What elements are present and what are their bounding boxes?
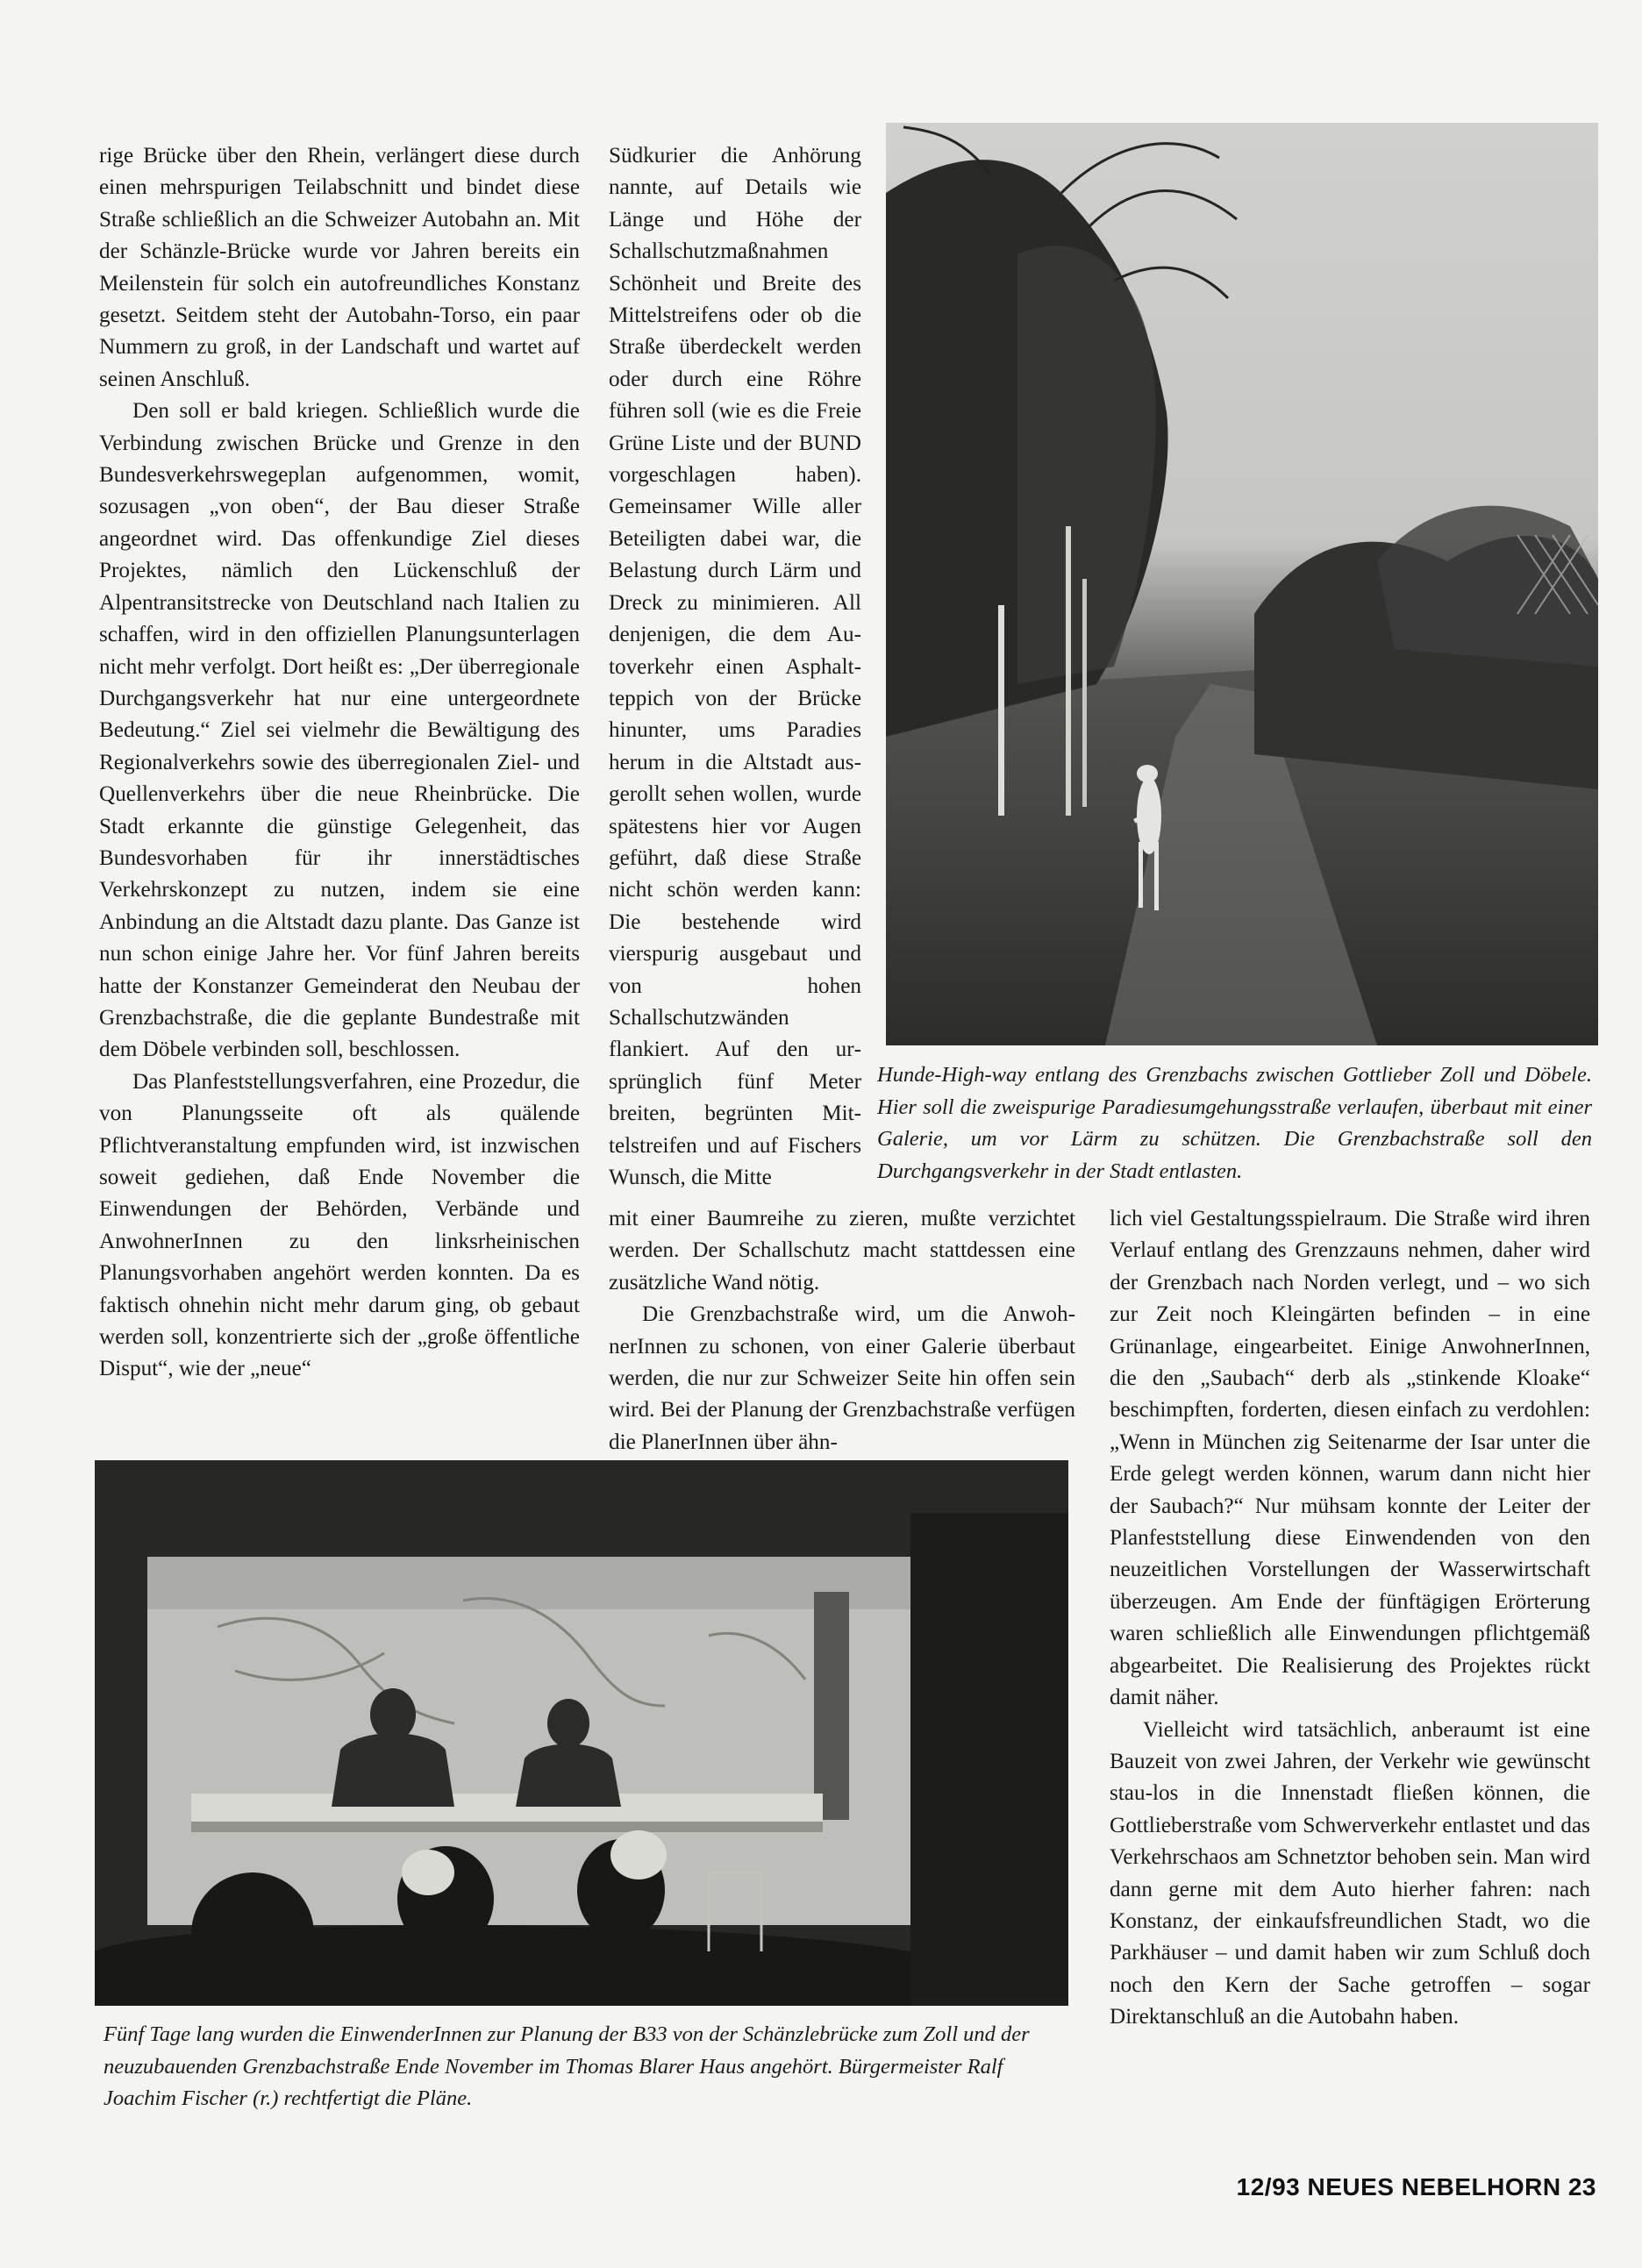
paragraph: Das Planfeststellungsverfahren, eine Prozedur, die von Planungsseite oft als quälende Pflichtveranstaltung empfunden wird, ist inzwischen soweit gediehen, daß Ende November die Einwendungen der Behörden, Verbände und AnwohnerInnen zu den linksrheinischen Planungsvorhaben angehört werden konnten. Da es faktisch ohnehin nicht mehr darum ging, ob gebaut werden soll, konzentrierte sich der „große öffentliche Disput“, wie der „neue“	[99, 1069, 580, 1381]
photo-public-hearing	[95, 1460, 1068, 2006]
paragraph: mit einer Baumreihe zu zieren, mußte verzichtet werden. Der Schallschutz macht stattdessen eine zusätzliche Wand nötig.	[609, 1207, 1075, 1294]
paragraph: Vielleicht wird tatsächlich, anberaumt ist eine Bauzeit von zwei Jahren, der Verkehr wie gewünscht stau-los in die Innenstadt fließen können, die Gottlieberstraße vom Schwerverkehr entlastet und das Verkehrschaos am Schnetztor behoben sein. Man wird dann gerne mit dem Auto hierher fahren: nach Konstanz, der einkaufsfreundlichen Stadt, wo die Parkhäuser – und damit haben wir zum Schluß doch noch den Kern der Sache getroffen – sogar Direktanschluß an die Autobahn haben.	[1110, 1717, 1590, 2029]
article-column-3	[1110, 1203, 1590, 2034]
paragraph: rige Brücke über den Rhein, verlängert diese durch einen mehrspurigen Teilabschnitt und bindet diese Straße schließlich an die Schweizer Autobahn an. Mit der Schänzle-Brücke wurde vor Jahren bereits ein Meilenstein für solch ein autofreundliches Konstanz gesetzt. Seitdem steht der Autobahn-Torso, ein paar Nummern zu groß, in der Landschaft und wartet auf seinen Anschluß.	[99, 144, 580, 391]
paragraph: Den soll er bald kriegen. Schließlich wurde die Verbindung zwischen Brücke und Grenze in den Bundesverkehrswegeplan aufgenommen, womit, sozusagen „von oben“, der Bau dieser Straße angeordnet wird. Das offenkundige Ziel dieses Projektes, nämlich den Lückenschluß der Alpentransitstrecke von Deutschland nach Italien zu schaffen, wird in den offiziellen Planungsunterlagen nicht mehr verfolgt. Dort heißt es: „Der überregionale Durchgangsverkehr hat nur eine untergeordnete Bedeutung.“ Ziel sei vielmehr die Bewältigung des Regionalverkehrs sowie des überregionalen Ziel- und Quellenverkehrs über die neue Rheinbrücke. Die Stadt erkannte die günstige Gelegenheit, das Bundesvorhaben für ihr innerstädtisches Verkehrskonzept zu nutzen, indem sie eine Anbindung an die Altstadt dazu plante. Das Ganze ist nun schon einige Jahre her. Vor fünf Jahren bereits hatte der Konstanzer Gemeinderat den Neubau der Grenzbachstraße, die die geplante Bundestraße mit dem Döbele verbinden soll, beschlossen.	[99, 399, 580, 1062]
paragraph: lich viel Gestaltungsspielraum. Die Straße wird ihren Verlauf entlang des Grenzzauns nehmen, daher wird der Grenzbach nach Norden verlegt, und – wo sich zur Zeit noch Kleingärten befinden – in eine Grünanlage, eingearbeitet. Einige AnwohnerInnen, die den „Saubach“ derb als „stinkende Kloake“ beschimpften, forderten, diesen einfach zu verdohlen: „Wenn in München zig Seitenarme der Isar unter die Erde gelegt werden können, warum dann nicht hier der Saubach?“ Nur mühsam konnte der Leiter der Planfeststellung diese Einwendenden von den neuzeitlichen Vorstellungen der Wasserwirtschaft überzeugen. Am Ende der fünftägigen Erörterung waren schließlich alle Einwendungen pflichtgemäß abgearbeitet. Die Realisierung des Projektes rückt damit näher.	[1110, 1207, 1590, 1710]
photo-top-caption: Hunde-High-way entlang des Grenzbachs zwischen Gottlieber Zoll und Döbele. Hier soll die zweispurige Paradiesumgehungsstraße verlaufen, überbaut mit einer Galerie, um vor Lärm zu schützen. Die Grenzbachstraße soll den Durchgangsverkehr in der Stadt entlasten.	[877, 1063, 1592, 1183]
page-footer: 12/93 NEUES NEBELHORN 23	[1236, 2173, 1596, 2200]
photo-grenzbach-path	[886, 123, 1598, 1045]
article-column-2	[609, 140, 861, 1194]
paragraph: Südkurier die Anhörung nannte, auf Details wie Länge und Höhe der Schallschutzmaßnahmen Schönheit und Breite des Mittelstreifens oder ob die Straße überdeckelt werden oder durch eine Röhre führen soll (wie es die Freie Grüne Liste und der BUND vorgeschlagen haben). Gemeinsamer Wille aller Beteiligten dabei war, die Belastung durch Lärm und Dreck zu minimieren. All denjenigen, die dem Autoverkehr einen Asphaltteppich von der Brücke hinunter, ums Paradies herum in die Altstadt ausgerollt sehen wollen, wurde spätestens hier vor Augen geführt, daß diese Straße nicht schön werden kann: Die bestehende wird vierspurig ausgebaut und von hohen Schallschutzwänden flankiert. Auf den ursprünglich fünf Meter breiten, begrünten Mittelstreifen und auf Fischers Wunsch, die Mitte	[609, 144, 861, 1189]
photo-public-hearing-image	[95, 1460, 1068, 2006]
article-column-1	[99, 140, 580, 1386]
paragraph: Die Grenzbachstraße wird, um die AnwohnerInnen zu schonen, von einer Galerie überbaut werden, die nur zur Schweizer Seite hin offen sein wird. Bei der Planung der Grenzbachstraße verfügen die PlanerInnen über ähn-	[609, 1302, 1075, 1454]
photo-bottom-caption: Fünf Tage lang wurden die EinwenderInnen zur Planung der B33 von der Schänzlebrücke zum Zoll und der neuzubauenden Grenzbachstraße Ende November im Thomas Blarer Haus angehört. Bürgermeister Ralf Joachim Fischer (r.) rechtfertigt die Pläne.	[104, 2022, 1030, 2110]
article-column-2-continued	[609, 1203, 1075, 1459]
photo-grenzbach-path-image	[886, 123, 1598, 1045]
